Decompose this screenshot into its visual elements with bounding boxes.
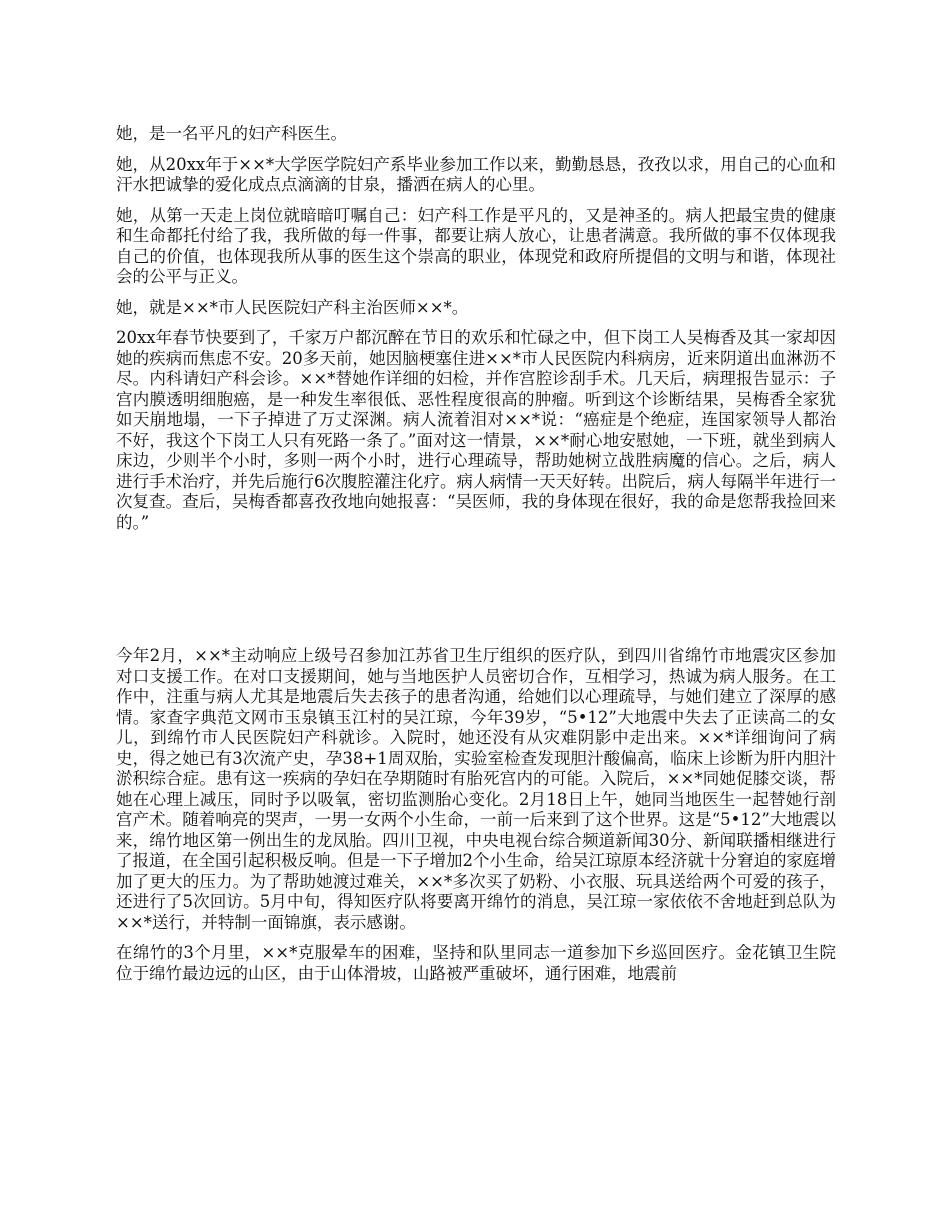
- paragraph-intro: 她，是一名平凡的妇产科医生。: [116, 124, 347, 143]
- paragraph-identity: 她，就是××*市人民医院妇产科主治医师××*。: [116, 297, 469, 317]
- paragraph-mianzhu: 在绵竹的3个月里，××*克服晕车的困难，坚持和队里同志一道参加下乡巡回医疗。金花镇卫生院位于绵竹最边远的山区，由于山体滑坡，山路被严重破坏，通行困难，地震前: [116, 943, 836, 983]
- document-page: [116, 124, 836, 994]
- paragraph-motto: 她，从第一天走上岗位就暗暗叮嘱自己：妇产科工作是平凡的，又是神圣的。病人把最宝贵的健康和生命都托付给了我，我所做的每一件事，都要让病人放心，让患者满意。我所做的事不仅体现我自己的价值，也体现我所从事的医生这个崇高的职业，体现党和政府所提倡的文明与和谐，体现社会的公平与正义。: [116, 205, 836, 286]
- paragraph-earthquake-aid: 今年2月，××*主动响应上级号召参加江苏省卫生厅组织的医疗队，到四川省绵竹市地震灾区参加对口支援工作。在对口支援期间，她与当地医护人员密切合作，互相学习，热诚为病人服务。在工作中，注重与病人尤其是地震后失去孩子的患者沟通，给她们以心理疏导，与她们建立了深厚的感情。家查字典范文网市玉泉镇玉江村的吴江琼，今年39岁，“5•12”大地震中失去了正读高二的女儿，到绵竹市人民医院妇产科就诊。入院时，她还没有从灾难阴影中走出来。××*详细询问了病史，得之她已有3次流产史，孕38+1周双胎，实验室检查发现胆汁酸偏高，临床上诊断为肝内胆汁淤积综合症。患有这一疾病的孕妇在孕期随时有胎死宫内的可能。入院后，××*同她促膝交谈，帮她在心理上减压，同时予以吸氧，密切监测胎心变化。2月18日上午，她同当地医生一起替她行剖宫产术。随着响亮的哭声，一男一女两个小生命，一前一后来到了这个世界。这是“5•12”大地震以来，绵竹地区第一例出生的龙凤胎。四川卫视，中央电视台综合频道新闻30分、新闻联播相继进行了报道，在全国引起积极反响。但是一下子增加2个小生命，给吴江琼原本经济就十分窘迫的家庭增加了更大的压力。为了帮助她渡过难关，××*多次买了奶粉、小衣服、玩具送给两个可爱的孩子，还进行了5次回访。5月中旬，得知医疗队将要离开绵竹的消息，吴江琼一家依依不舍地赶到总队为××*送行，并特制一面锦旗，表示感谢。: [116, 646, 836, 932]
- page-gap: [116, 543, 836, 646]
- paragraph-patient-story: 20xx年春节快要到了，千家万户都沉醉在节日的欢乐和忙碌之中，但下岗工人吴梅香及其一家却因她的疾病而焦虑不安。20多天前，她因脑梗塞住进××*市人民医院内科病房，近来阴道出血淋沥不尽。内科请妇产科会诊。××*替她作详细的妇检，并作宫腔诊刮手术。几天后，病理报告显示：子宫内膜透明细胞癌，是一种发生率很低、恶性程度很高的肿瘤。听到这个诊断结果，吴梅香全家犹如天崩地塌，一下子掉进了万丈深渊。病人流着泪对××*说：“癌症是个绝症，连国家领导人都治不好，我这个下岗工人只有死路一条了。”面对这一情景，××*耐心地安慰她，一下班，就坐到病人床边，少则半个小时，多则一两个小时，进行心理疏导，帮助她树立战胜病魔的信心。之后，病人进行手术治疗，并先后施行6次腹腔灌注化疗。病人病情一天天好转。出院后，病人每隔半年进行一次复查。查后，吴梅香都喜孜孜地向她报喜：“吴医师，我的身体现在很好，我的命是您帮我捡回来的。”: [116, 328, 836, 532]
- paragraph-career: 她，从20xx年于××*大学医学院妇产系毕业参加工作以来，勤勤恳恳，孜孜以求，用自己的心血和汗水把诚挚的爱化成点点滴滴的甘泉，播洒在病人的心里。: [116, 154, 836, 194]
